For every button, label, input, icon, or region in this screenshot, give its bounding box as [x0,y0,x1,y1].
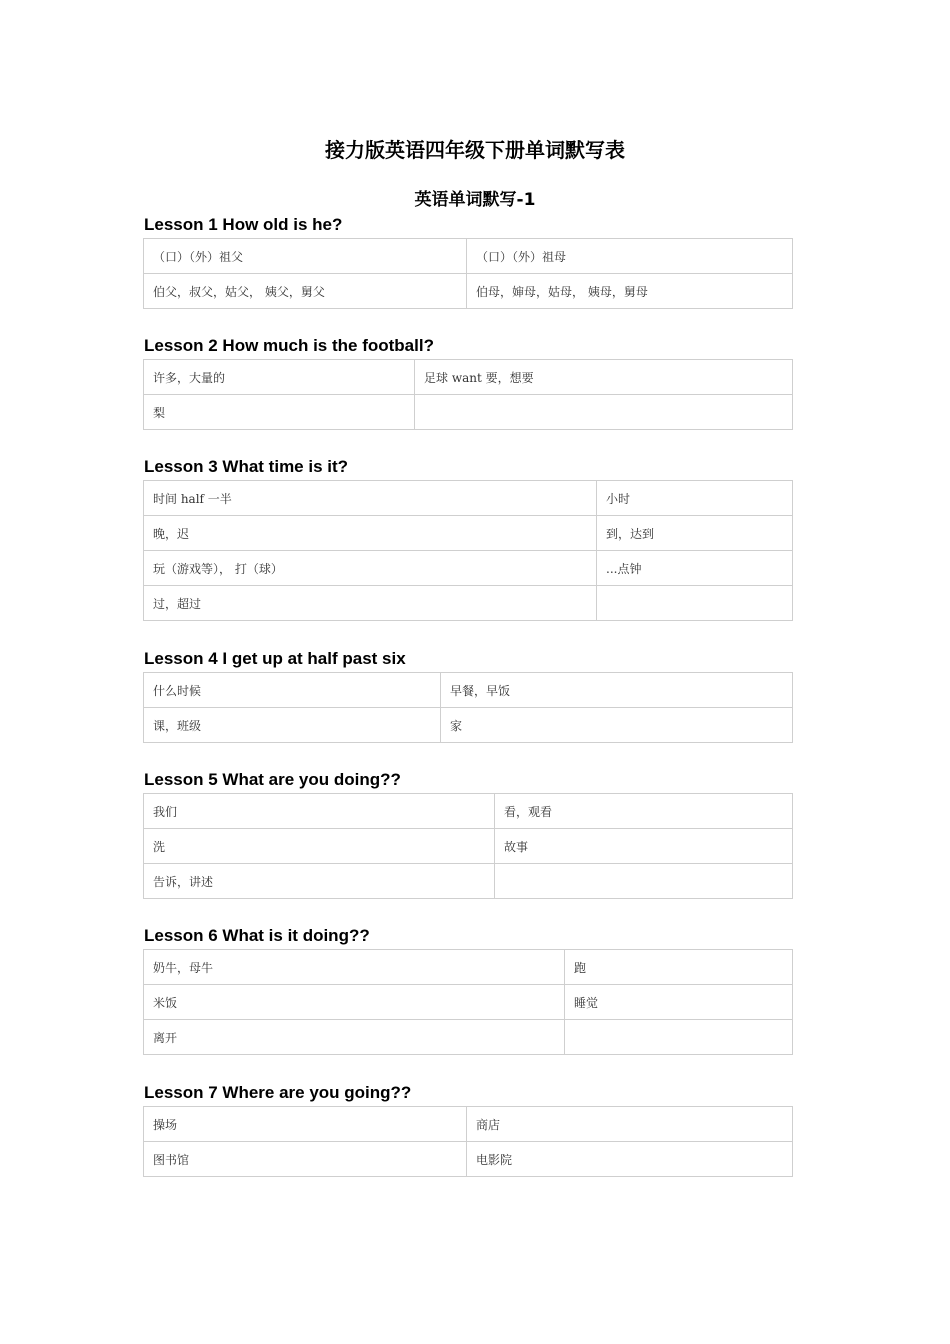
table-cell: 电影院 [467,1142,793,1177]
table-cell [597,586,793,621]
document-subtitle: 英语单词默写-1 [414,190,536,210]
table-cell: 家 [441,708,793,743]
lesson-section-5 [143,769,792,899]
table-cell [565,1020,793,1055]
table-row [144,708,793,743]
lesson-title: Lesson 4 I get up at half past six [144,649,406,668]
table-cell: ...点钟 [597,551,793,586]
table-cell: 足球 want 要，想要 [415,360,793,395]
table-cell: 晚，迟 [144,516,597,551]
table-cell: 跑 [565,950,793,985]
table-row [144,360,793,395]
table-row [144,516,793,551]
lesson-section-7 [143,1082,792,1177]
table-row [144,794,793,829]
vocabulary-table [143,793,793,899]
table-cell: 早餐，早饭 [441,673,793,708]
table-cell: 我们 [144,794,495,829]
lesson-section-3 [143,456,792,621]
table-row [144,1142,793,1177]
vocabulary-table [143,359,793,430]
lesson-title: Lesson 1 How old is he? [144,215,343,234]
table-row [144,864,793,899]
table-cell: 时间 half 一半 [144,481,597,516]
table-row [144,950,793,985]
table-cell: 许多，大量的 [144,360,415,395]
lesson-title: Lesson 5 What are you doing?? [144,770,401,789]
table-row [144,673,793,708]
table-row [144,1107,793,1142]
table-cell: 伯父，叔父，姑父， 姨父，舅父 [144,274,467,309]
lesson-section-1 [143,214,792,309]
lesson-title: Lesson 3 What time is it? [144,457,349,476]
table-cell: 商店 [467,1107,793,1142]
table-row [144,1020,793,1055]
table-row [144,586,793,621]
vocabulary-table [143,1106,793,1177]
table-cell: 洗 [144,829,495,864]
table-cell [495,864,793,899]
table-cell: （口）（外）祖母 [467,239,793,274]
table-cell: 睡觉 [565,985,793,1020]
table-cell: 图书馆 [144,1142,467,1177]
table-cell: （口）（外）祖父 [144,239,467,274]
table-cell: 玩（游戏等）， 打（球） [144,551,597,586]
vocabulary-table [143,480,793,621]
table-cell: 故事 [495,829,793,864]
table-cell: 过，超过 [144,586,597,621]
table-cell: 告诉，讲述 [144,864,495,899]
table-cell: 奶牛，母牛 [144,950,565,985]
table-row [144,551,793,586]
table-row [144,985,793,1020]
table-row [144,239,793,274]
table-cell: 看，观看 [495,794,793,829]
lesson-title: Lesson 6 What is it doing?? [144,926,370,945]
table-cell: 课，班级 [144,708,441,743]
vocabulary-table [143,238,793,309]
lesson-section-4 [143,648,792,743]
table-row [144,274,793,309]
table-row [144,481,793,516]
table-cell: 梨 [144,395,415,430]
lesson-title: Lesson 2 How much is the football? [144,336,434,355]
table-cell [415,395,793,430]
table-row [144,829,793,864]
table-cell: 操场 [144,1107,467,1142]
lesson-title: Lesson 7 Where are you going?? [144,1083,412,1102]
table-row [144,395,793,430]
table-cell: 到，达到 [597,516,793,551]
table-cell: 小时 [597,481,793,516]
lesson-section-6 [143,925,792,1055]
table-cell: 伯母，婶母，姑母， 姨母，舅母 [467,274,793,309]
table-cell: 离开 [144,1020,565,1055]
table-cell: 米饭 [144,985,565,1020]
lesson-section-2 [143,335,792,430]
document-title: 接力版英语四年级下册单词默写表 [325,138,625,162]
vocabulary-table [143,672,793,743]
table-cell: 什么时候 [144,673,441,708]
vocabulary-table [143,949,793,1055]
